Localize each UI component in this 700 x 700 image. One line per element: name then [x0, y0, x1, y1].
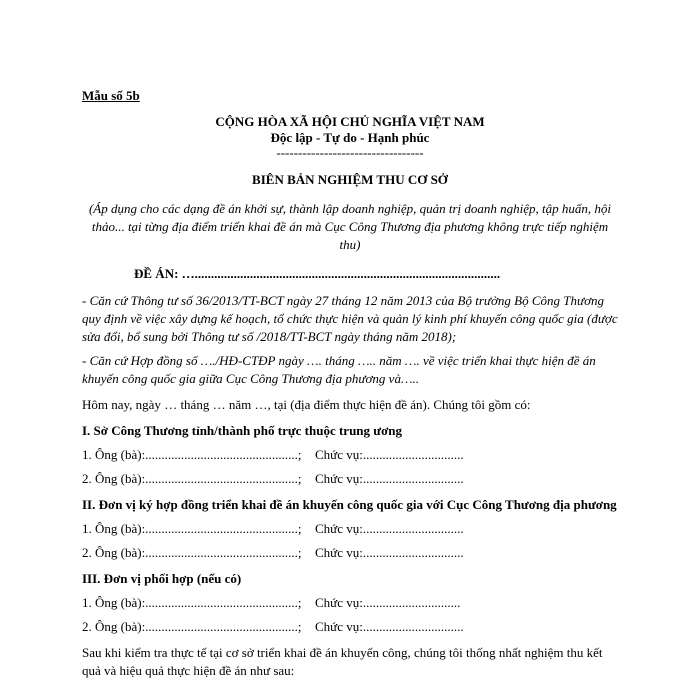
member-row	[82, 618, 618, 636]
national-title: CỘNG HÒA XÃ HỘI CHỦ NGHĨA VIỆT NAM	[215, 114, 485, 129]
section-heading: II. Đơn vị ký hợp đồng triển khai đề án khuyến công quốc gia với Cục Công Thương địa phương	[82, 497, 617, 512]
member-role-field: Chức vụ:...............................	[315, 471, 464, 486]
member-row	[82, 446, 618, 464]
section-heading: I. Sở Công Thương tỉnh/thành phố trực thuộc trung ương	[82, 423, 403, 438]
member-role-field: Chức vụ:...............................	[315, 619, 464, 634]
member-role-field: Chức vụ:...............................	[315, 447, 464, 462]
motto: Độc lập - Tự do - Hạnh phúc	[270, 130, 430, 145]
section-heading: III. Đơn vị phối hợp (nếu có)	[82, 571, 242, 586]
member-row	[82, 544, 618, 562]
intro-paragraph: Hôm nay, ngày … tháng … năm …, tại (địa điểm thực hiện đề án). Chúng tôi gồm có:	[82, 397, 531, 412]
member-name-field: 1. Ông (bà):...............................................;	[82, 595, 302, 610]
document-title: BIÊN BẢN NGHIỆM THU CƠ SỞ	[252, 172, 448, 187]
form-number: Mẫu số 5b	[82, 88, 140, 103]
separator: ----------------------------------	[276, 145, 424, 160]
basis-item: - Căn cứ Hợp đồng số …./HĐ-CTĐP ngày …. tháng ….. năm …. về việc triển khai thực hiện đề án khuyến công quốc gia giữa Cục Công Thương địa phương và…..	[82, 353, 596, 386]
document-page	[82, 88, 618, 680]
project-line: ĐỀ ÁN: …..............................................................................................	[134, 266, 501, 281]
member-row	[82, 520, 618, 538]
member-row	[82, 594, 618, 612]
member-role-field: Chức vụ:..............................	[315, 595, 461, 610]
member-role-field: Chức vụ:...............................	[315, 545, 464, 560]
conclusion-paragraph: Sau khi kiểm tra thực tế tại cơ sở triển khai đề án khuyến công, chúng tôi thống nhất nghiệm thu kết quả và hiệu quả thực hiện đề án như sau:	[82, 645, 603, 678]
basis-item: - Căn cứ Thông tư số 36/2013/TT-BCT ngày 27 tháng 12 năm 2013 của Bộ trưởng Bộ Công Thương quy định về việc xây dựng kế hoạch, tổ chức thực hiện và quản lý kinh phí khuyến công quốc gia (được sửa đổi, bổ sung bởi Thông tư số /2018/TT-BCT ngày tháng năm 2018);	[82, 293, 618, 344]
member-name-field: 2. Ông (bà):...............................................;	[82, 619, 302, 634]
scope-note: (Áp dụng cho các dạng đề án khởi sự, thành lập doanh nghiệp, quản trị doanh nghiệp, tập huấn, hội thảo... tại từng địa điểm triển khai đề án mà Cục Công Thương địa phương không trực tiếp nghiệm thu)	[88, 201, 612, 252]
member-name-field: 1. Ông (bà):...............................................;	[82, 521, 302, 536]
member-name-field: 2. Ông (bà):...............................................;	[82, 471, 302, 486]
member-row	[82, 470, 618, 488]
member-name-field: 1. Ông (bà):...............................................;	[82, 447, 302, 462]
member-name-field: 2. Ông (bà):...............................................;	[82, 545, 302, 560]
member-role-field: Chức vụ:...............................	[315, 521, 464, 536]
